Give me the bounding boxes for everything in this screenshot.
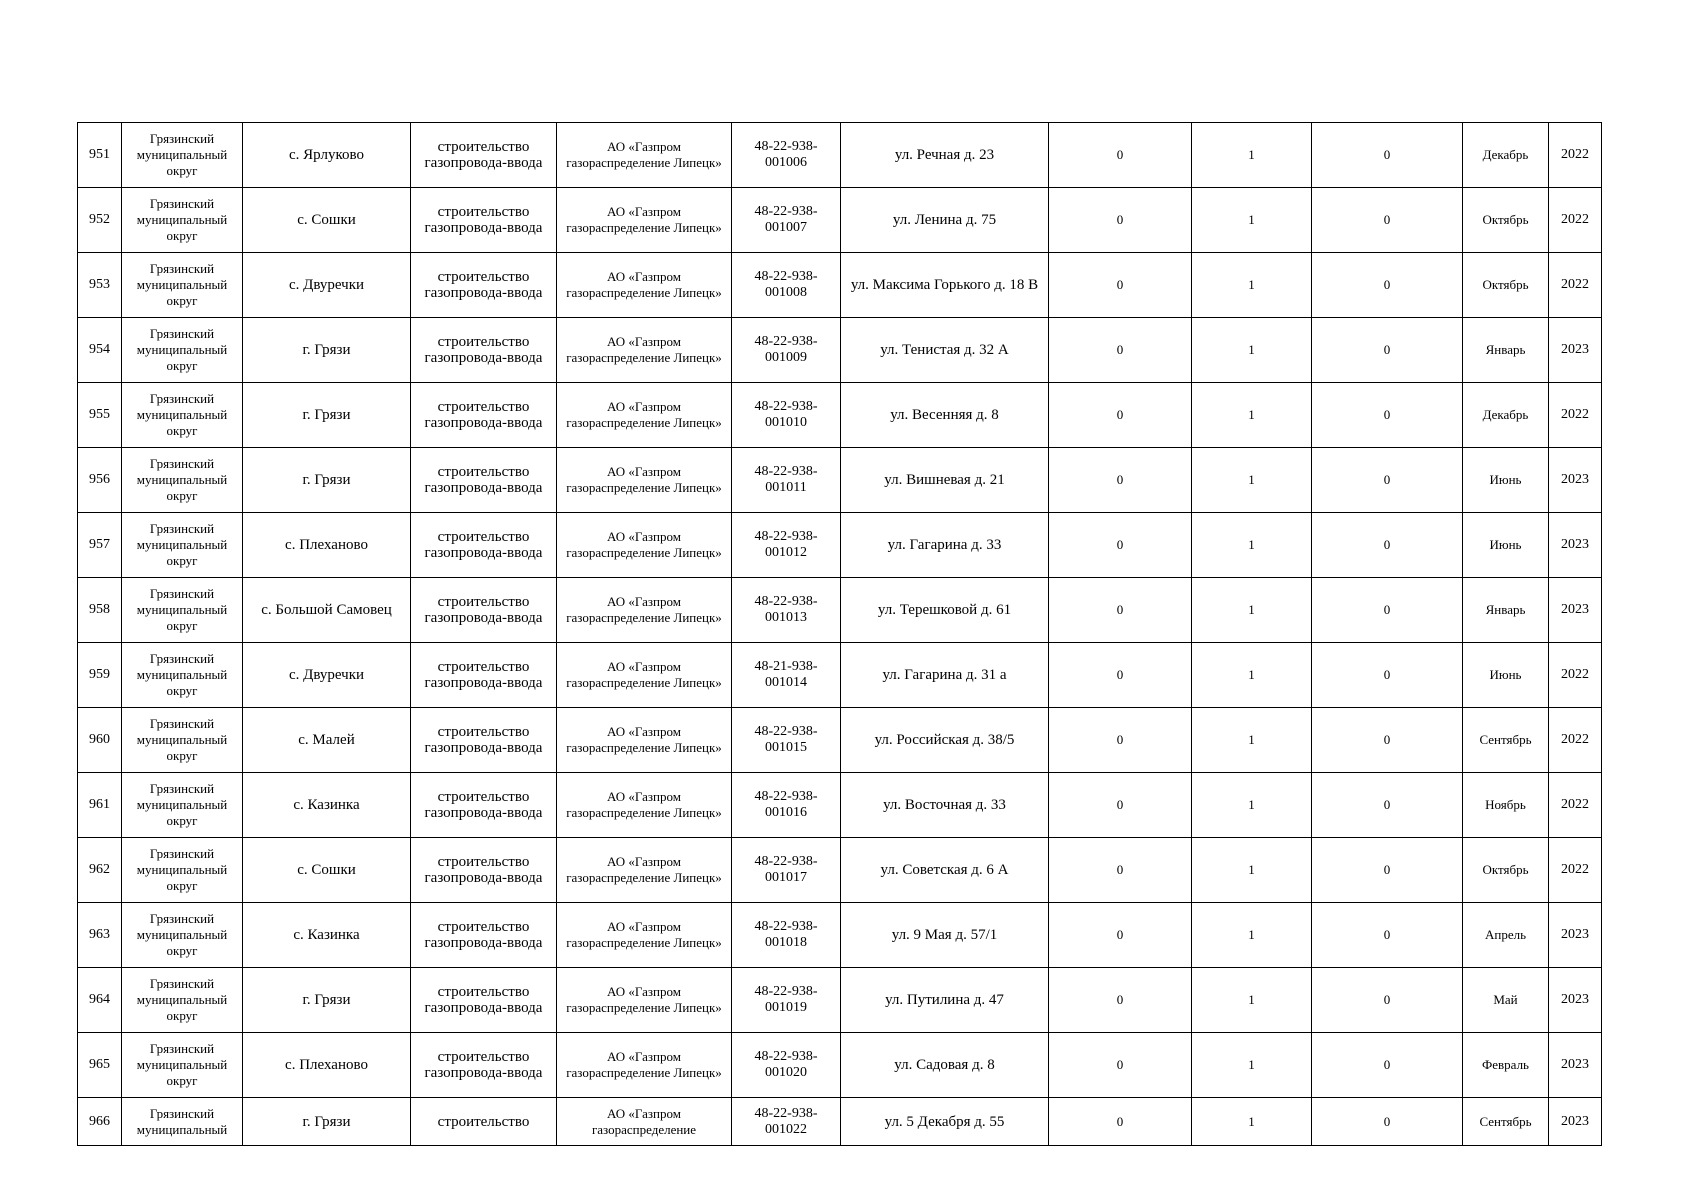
value-3-cell: 0 [1312,708,1463,773]
address-cell: ул. 5 Декабря д. 55 [841,1098,1049,1146]
district-cell: Грязинский муниципальный округ [122,643,243,708]
value-3-cell: 0 [1312,123,1463,188]
value-2-cell: 1 [1192,448,1312,513]
organization-cell: АО «Газпром газораспределение Липецк» [557,513,732,578]
work-type-cell: строительство газопровода-ввода [411,968,557,1033]
row-number-cell: 963 [78,903,122,968]
month-cell: Июнь [1463,513,1549,578]
organization-cell: АО «Газпром газораспределение Липецк» [557,188,732,253]
address-cell: ул. Максима Горького д. 18 В [841,253,1049,318]
table-row [78,838,1602,903]
row-number-cell: 960 [78,708,122,773]
month-cell: Июнь [1463,448,1549,513]
organization-cell: АО «Газпром газораспределение Липецк» [557,1033,732,1098]
value-2-cell: 1 [1192,123,1312,188]
organization-cell: АО «Газпром газораспределение Липецк» [557,383,732,448]
address-cell: ул. Садовая д. 8 [841,1033,1049,1098]
month-cell: Январь [1463,318,1549,383]
locality-cell: с. Ярлуково [243,123,411,188]
year-cell: 2022 [1549,838,1602,903]
table-row [78,773,1602,838]
value-2-cell: 1 [1192,513,1312,578]
locality-cell: г. Грязи [243,968,411,1033]
value-2-cell: 1 [1192,318,1312,383]
organization-cell: АО «Газпром газораспределение Липецк» [557,578,732,643]
address-cell: ул. Советская д. 6 А [841,838,1049,903]
row-number-cell: 957 [78,513,122,578]
organization-cell: АО «Газпром газораспределение Липецк» [557,448,732,513]
table-row [78,708,1602,773]
row-number-cell: 953 [78,253,122,318]
organization-cell: АО «Газпром газораспределение Липецк» [557,773,732,838]
district-cell: Грязинский муниципальный округ [122,253,243,318]
address-cell: ул. Гагарина д. 33 [841,513,1049,578]
locality-cell: с. Сошки [243,188,411,253]
table-row [78,1098,1602,1146]
object-code-cell: 48-22-938-001009 [732,318,841,383]
object-code-cell: 48-22-938-001022 [732,1098,841,1146]
district-cell: Грязинский муниципальный округ [122,188,243,253]
month-cell: Февраль [1463,1033,1549,1098]
locality-cell: г. Грязи [243,448,411,513]
object-code-cell: 48-22-938-001007 [732,188,841,253]
value-3-cell: 0 [1312,903,1463,968]
value-1-cell: 0 [1049,1098,1192,1146]
value-2-cell: 1 [1192,1098,1312,1146]
work-type-cell: строительство [411,1098,557,1146]
object-code-cell: 48-21-938-001014 [732,643,841,708]
year-cell: 2022 [1549,123,1602,188]
value-1-cell: 0 [1049,253,1192,318]
value-1-cell: 0 [1049,578,1192,643]
object-code-cell: 48-22-938-001011 [732,448,841,513]
month-cell: Октябрь [1463,838,1549,903]
work-type-cell: строительство газопровода-ввода [411,1033,557,1098]
table-row [78,1033,1602,1098]
value-3-cell: 0 [1312,513,1463,578]
year-cell: 2023 [1549,578,1602,643]
work-type-cell: строительство газопровода-ввода [411,123,557,188]
row-number-cell: 951 [78,123,122,188]
address-cell: ул. Вишневая д. 21 [841,448,1049,513]
table-row [78,448,1602,513]
value-1-cell: 0 [1049,513,1192,578]
value-3-cell: 0 [1312,968,1463,1033]
locality-cell: с. Казинка [243,773,411,838]
address-cell: ул. Путилина д. 47 [841,968,1049,1033]
value-1-cell: 0 [1049,643,1192,708]
year-cell: 2022 [1549,773,1602,838]
year-cell: 2023 [1549,513,1602,578]
locality-cell: с. Двуречки [243,643,411,708]
object-code-cell: 48-22-938-001019 [732,968,841,1033]
district-cell: Грязинский муниципальный округ [122,448,243,513]
row-number-cell: 958 [78,578,122,643]
organization-cell: АО «Газпром газораспределение Липецк» [557,838,732,903]
value-1-cell: 0 [1049,968,1192,1033]
work-type-cell: строительство газопровода-ввода [411,773,557,838]
value-1-cell: 0 [1049,123,1192,188]
value-2-cell: 1 [1192,253,1312,318]
value-1-cell: 0 [1049,838,1192,903]
organization-cell: АО «Газпром газораспределение Липецк» [557,123,732,188]
organization-cell: АО «Газпром газораспределение Липецк» [557,318,732,383]
value-3-cell: 0 [1312,1033,1463,1098]
district-cell: Грязинский муниципальный округ [122,383,243,448]
row-number-cell: 965 [78,1033,122,1098]
value-2-cell: 1 [1192,1033,1312,1098]
district-cell: Грязинский муниципальный округ [122,123,243,188]
locality-cell: г. Грязи [243,383,411,448]
value-2-cell: 1 [1192,773,1312,838]
year-cell: 2023 [1549,448,1602,513]
object-code-cell: 48-22-938-001020 [732,1033,841,1098]
value-3-cell: 0 [1312,838,1463,903]
value-3-cell: 0 [1312,253,1463,318]
work-type-cell: строительство газопровода-ввода [411,708,557,773]
organization-cell: АО «Газпром газораспределение [557,1098,732,1146]
district-cell: Грязинский муниципальный округ [122,708,243,773]
month-cell: Январь [1463,578,1549,643]
table-row [78,123,1602,188]
table-row [78,188,1602,253]
value-3-cell: 0 [1312,318,1463,383]
value-2-cell: 1 [1192,838,1312,903]
locality-cell: с. Большой Самовец [243,578,411,643]
address-cell: ул. Терешковой д. 61 [841,578,1049,643]
table-row [78,383,1602,448]
address-cell: ул. Ленина д. 75 [841,188,1049,253]
row-number-cell: 962 [78,838,122,903]
value-3-cell: 0 [1312,383,1463,448]
year-cell: 2023 [1549,318,1602,383]
district-cell: Грязинский муниципальный округ [122,513,243,578]
locality-cell: с. Плеханово [243,513,411,578]
locality-cell: г. Грязи [243,318,411,383]
row-number-cell: 966 [78,1098,122,1146]
object-code-cell: 48-22-938-001017 [732,838,841,903]
address-cell: ул. Гагарина д. 31 а [841,643,1049,708]
month-cell: Октябрь [1463,253,1549,318]
address-cell: ул. Тенистая д. 32 А [841,318,1049,383]
locality-cell: с. Малей [243,708,411,773]
value-2-cell: 1 [1192,188,1312,253]
value-3-cell: 0 [1312,188,1463,253]
month-cell: Май [1463,968,1549,1033]
row-number-cell: 954 [78,318,122,383]
value-2-cell: 1 [1192,578,1312,643]
year-cell: 2022 [1549,383,1602,448]
work-type-cell: строительство газопровода-ввода [411,188,557,253]
object-code-cell: 48-22-938-001008 [732,253,841,318]
address-cell: ул. 9 Мая д. 57/1 [841,903,1049,968]
district-cell: Грязинский муниципальный округ [122,968,243,1033]
locality-cell: с. Плеханово [243,1033,411,1098]
month-cell: Декабрь [1463,383,1549,448]
value-3-cell: 0 [1312,773,1463,838]
value-1-cell: 0 [1049,188,1192,253]
value-1-cell: 0 [1049,383,1192,448]
work-type-cell: строительство газопровода-ввода [411,513,557,578]
table-body [78,123,1602,1146]
organization-cell: АО «Газпром газораспределение Липецк» [557,708,732,773]
work-type-cell: строительство газопровода-ввода [411,448,557,513]
value-1-cell: 0 [1049,903,1192,968]
month-cell: Сентябрь [1463,1098,1549,1146]
object-code-cell: 48-22-938-001018 [732,903,841,968]
row-number-cell: 964 [78,968,122,1033]
year-cell: 2022 [1549,188,1602,253]
work-type-cell: строительство газопровода-ввода [411,643,557,708]
work-type-cell: строительство газопровода-ввода [411,838,557,903]
district-cell: Грязинский муниципальный округ [122,318,243,383]
table-row [78,513,1602,578]
row-number-cell: 961 [78,773,122,838]
work-type-cell: строительство газопровода-ввода [411,383,557,448]
value-2-cell: 1 [1192,383,1312,448]
value-3-cell: 0 [1312,578,1463,643]
value-1-cell: 0 [1049,448,1192,513]
value-2-cell: 1 [1192,708,1312,773]
value-1-cell: 0 [1049,708,1192,773]
work-type-cell: строительство газопровода-ввода [411,253,557,318]
month-cell: Сентябрь [1463,708,1549,773]
address-cell: ул. Весенняя д. 8 [841,383,1049,448]
year-cell: 2023 [1549,1098,1602,1146]
row-number-cell: 952 [78,188,122,253]
month-cell: Декабрь [1463,123,1549,188]
organization-cell: АО «Газпром газораспределение Липецк» [557,643,732,708]
row-number-cell: 959 [78,643,122,708]
work-type-cell: строительство газопровода-ввода [411,903,557,968]
object-code-cell: 48-22-938-001013 [732,578,841,643]
month-cell: Июнь [1463,643,1549,708]
table-row [78,643,1602,708]
district-cell: Грязинский муниципальный округ [122,578,243,643]
object-code-cell: 48-22-938-001016 [732,773,841,838]
value-2-cell: 1 [1192,903,1312,968]
table-row [78,578,1602,643]
address-cell: ул. Речная д. 23 [841,123,1049,188]
month-cell: Апрель [1463,903,1549,968]
table-row [78,253,1602,318]
year-cell: 2023 [1549,1033,1602,1098]
value-1-cell: 0 [1049,1033,1192,1098]
year-cell: 2023 [1549,903,1602,968]
district-cell: Грязинский муниципальный [122,1098,243,1146]
year-cell: 2022 [1549,708,1602,773]
year-cell: 2023 [1549,968,1602,1033]
object-code-cell: 48-22-938-001010 [732,383,841,448]
address-cell: ул. Российская д. 38/5 [841,708,1049,773]
table-row [78,903,1602,968]
organization-cell: АО «Газпром газораспределение Липецк» [557,253,732,318]
organization-cell: АО «Газпром газораспределение Липецк» [557,903,732,968]
value-3-cell: 0 [1312,643,1463,708]
district-cell: Грязинский муниципальный округ [122,838,243,903]
work-type-cell: строительство газопровода-ввода [411,578,557,643]
value-1-cell: 0 [1049,773,1192,838]
table-row [78,318,1602,383]
year-cell: 2022 [1549,253,1602,318]
value-3-cell: 0 [1312,448,1463,513]
month-cell: Октябрь [1463,188,1549,253]
value-3-cell: 0 [1312,1098,1463,1146]
year-cell: 2022 [1549,643,1602,708]
object-code-cell: 48-22-938-001006 [732,123,841,188]
address-cell: ул. Восточная д. 33 [841,773,1049,838]
district-cell: Грязинский муниципальный округ [122,773,243,838]
district-cell: Грязинский муниципальный округ [122,1033,243,1098]
locality-cell: с. Сошки [243,838,411,903]
value-1-cell: 0 [1049,318,1192,383]
locality-cell: с. Двуречки [243,253,411,318]
locality-cell: г. Грязи [243,1098,411,1146]
district-cell: Грязинский муниципальный округ [122,903,243,968]
work-type-cell: строительство газопровода-ввода [411,318,557,383]
organization-cell: АО «Газпром газораспределение Липецк» [557,968,732,1033]
object-code-cell: 48-22-938-001012 [732,513,841,578]
row-number-cell: 955 [78,383,122,448]
value-2-cell: 1 [1192,968,1312,1033]
row-number-cell: 956 [78,448,122,513]
value-2-cell: 1 [1192,643,1312,708]
month-cell: Ноябрь [1463,773,1549,838]
table-row [78,968,1602,1033]
locality-cell: с. Казинка [243,903,411,968]
object-code-cell: 48-22-938-001015 [732,708,841,773]
gas-connection-table [77,122,1602,1146]
